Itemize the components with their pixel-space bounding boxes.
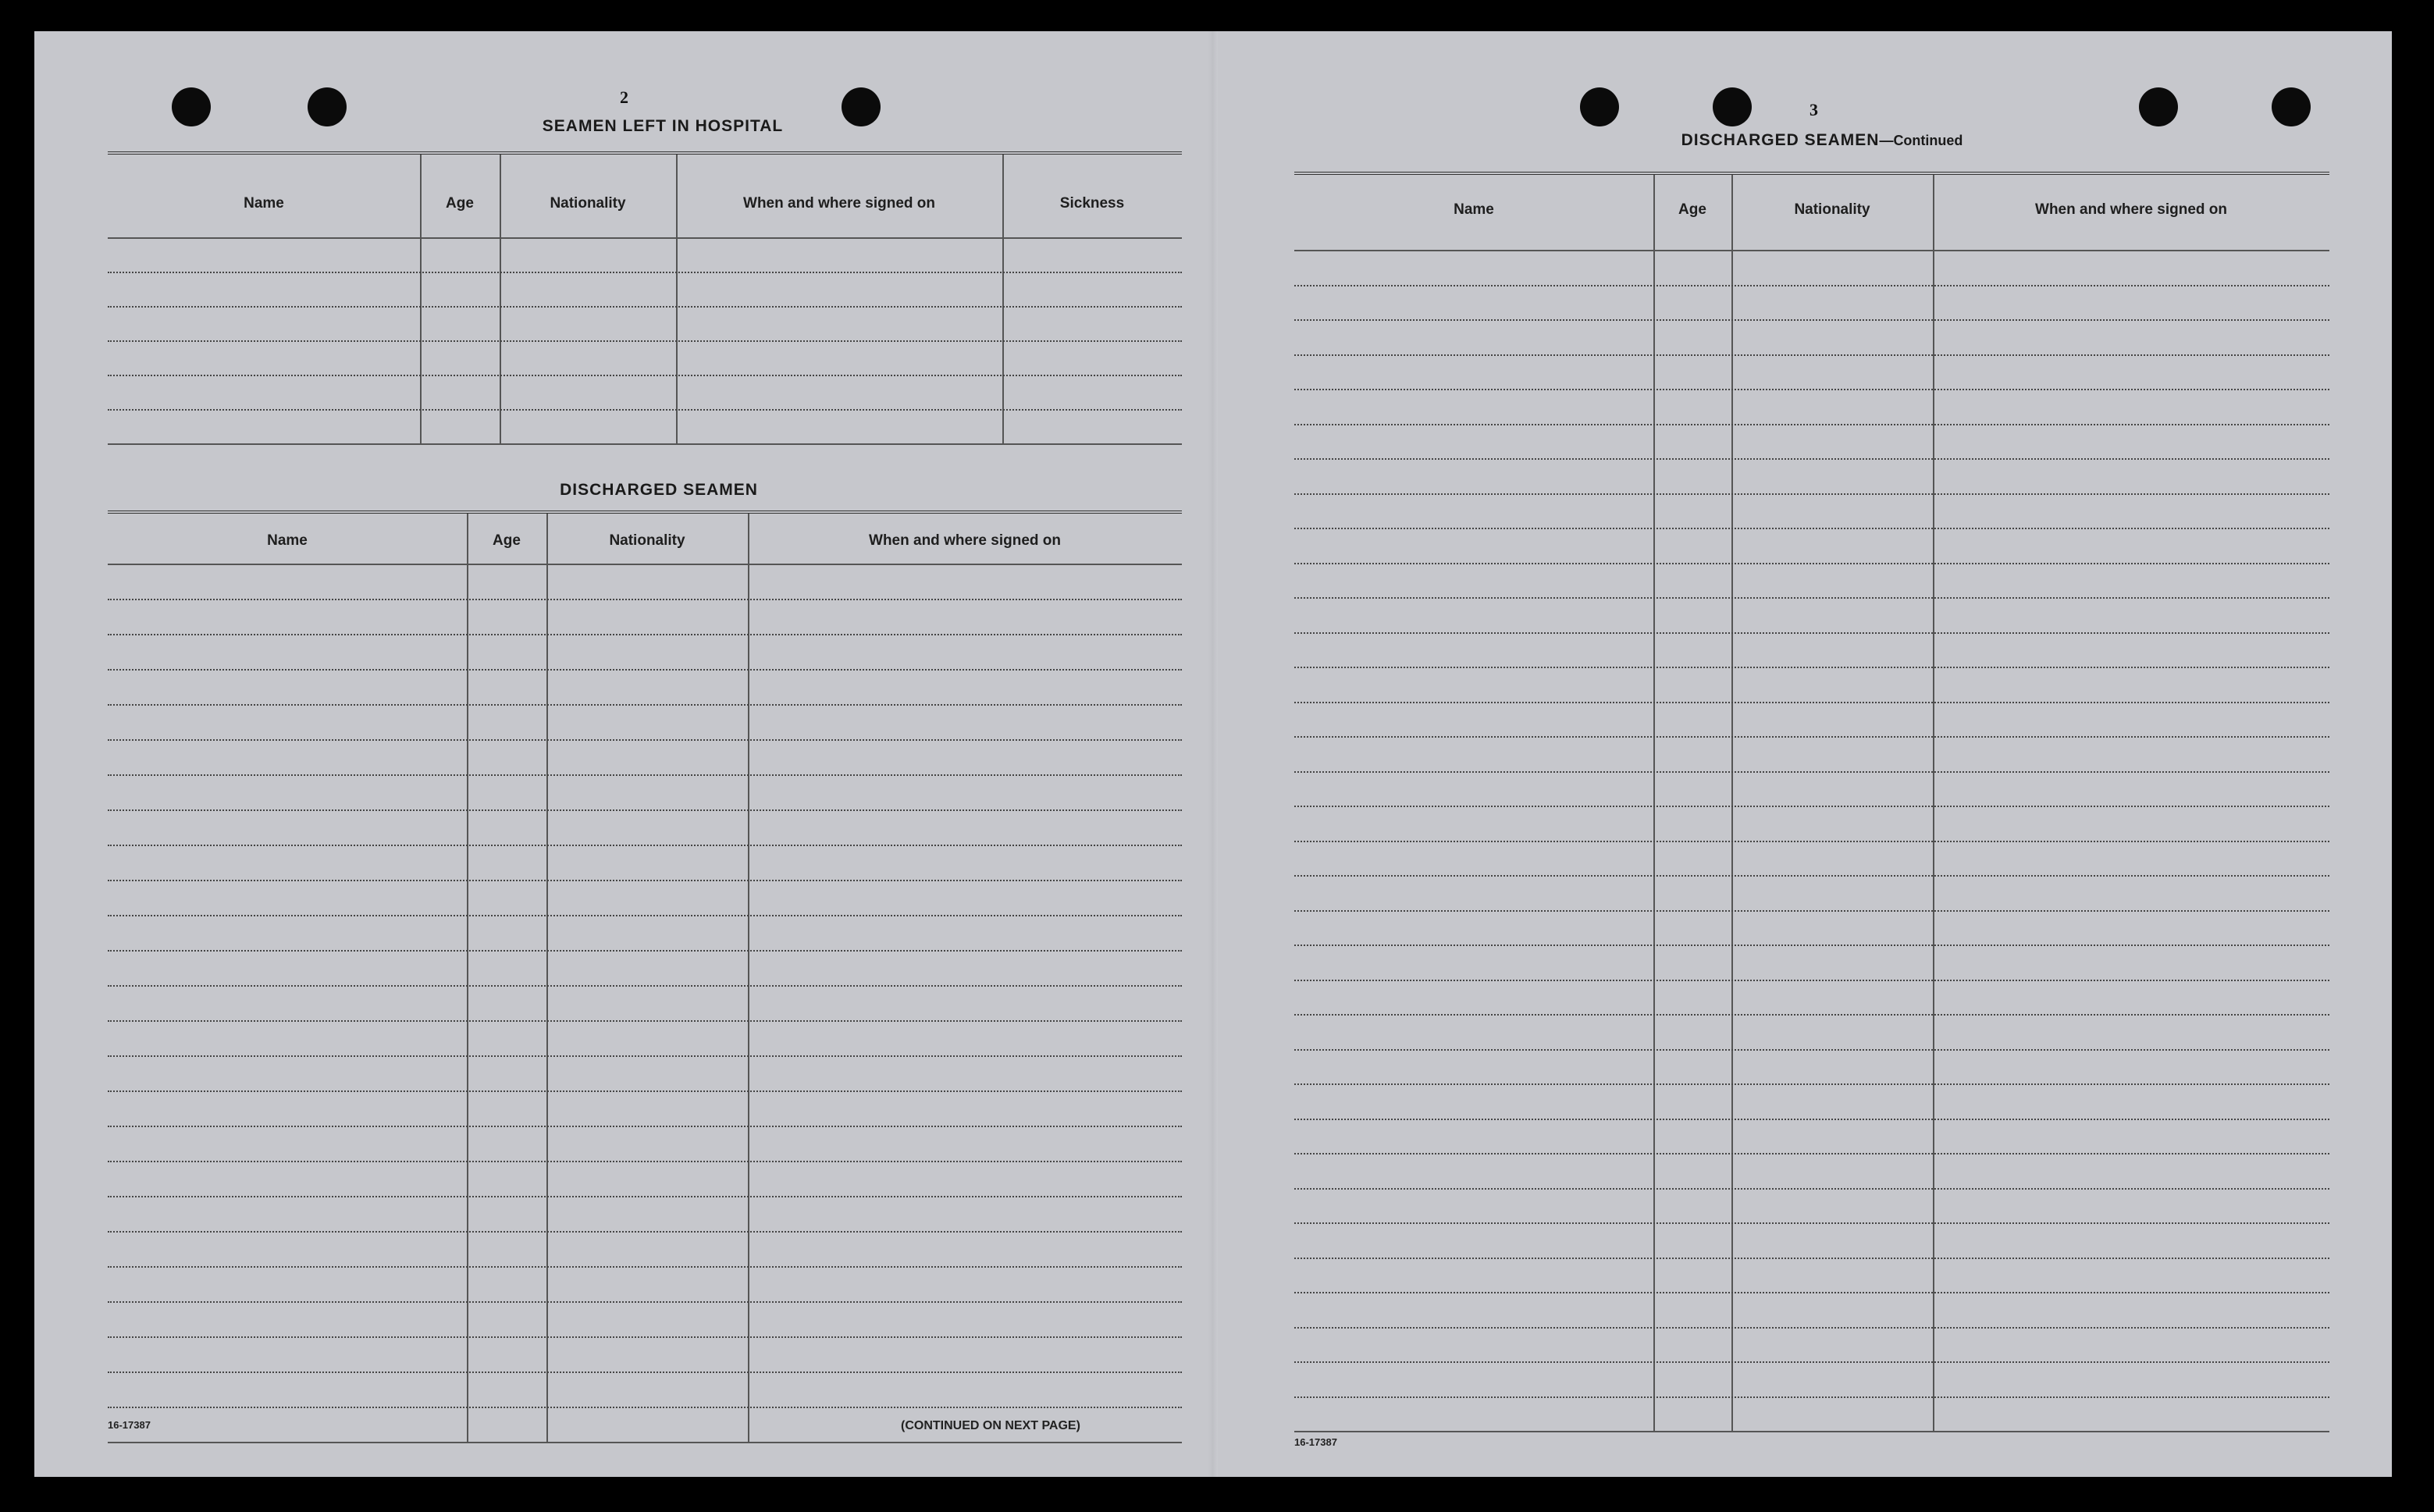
blank-row-line xyxy=(1294,493,2329,495)
blank-row-line xyxy=(108,739,1182,741)
blank-row-line xyxy=(108,1336,1182,1338)
column-header-age: Age xyxy=(493,532,521,549)
blank-row-line xyxy=(1294,1119,2329,1120)
blank-row-line xyxy=(108,985,1182,987)
blank-row-line xyxy=(1294,1014,2329,1016)
blank-row-line xyxy=(1294,597,2329,599)
column-divider xyxy=(1002,155,1004,443)
column-header-nationality: Nationality xyxy=(550,195,626,212)
blank-row-line xyxy=(1294,632,2329,634)
column-header-sickness: Sickness xyxy=(1059,195,1125,212)
blank-row-line xyxy=(1294,354,2329,356)
punch-hole xyxy=(1713,87,1752,126)
punch-hole xyxy=(308,87,347,126)
blank-row-line xyxy=(108,845,1182,846)
column-header-name: Name xyxy=(267,532,308,549)
blank-row-line xyxy=(108,1161,1182,1162)
column-divider xyxy=(1653,175,1655,1431)
header-rule xyxy=(108,237,1182,239)
blank-row-line xyxy=(108,1407,1182,1408)
blank-row-line xyxy=(108,1055,1182,1057)
blank-row-line xyxy=(108,340,1182,342)
blank-row-line xyxy=(108,1020,1182,1022)
blank-row-line xyxy=(108,409,1182,411)
header-rule xyxy=(108,564,1182,565)
blank-row-line xyxy=(1294,945,2329,946)
hospital-section-title: SEAMEN LEFT IN HOSPITAL xyxy=(542,117,784,135)
blank-row-line xyxy=(1294,806,2329,807)
left-page xyxy=(34,31,1213,1477)
blank-row-line xyxy=(108,1266,1182,1268)
blank-row-line xyxy=(1294,1222,2329,1224)
blank-row-line xyxy=(1294,1049,2329,1051)
blank-row-line xyxy=(1294,875,2329,877)
blank-row-line xyxy=(1294,1188,2329,1190)
blank-row-line xyxy=(108,599,1182,600)
document-sheet xyxy=(34,31,2392,1477)
blank-row-line xyxy=(1294,1327,2329,1329)
blank-row-line xyxy=(1294,1258,2329,1259)
continued-note: (CONTINUED ON NEXT PAGE) xyxy=(901,1419,1080,1432)
right-page xyxy=(1213,31,2392,1477)
blank-row-line xyxy=(108,880,1182,881)
column-header-nationality: Nationality xyxy=(1794,201,1870,218)
blank-row-line xyxy=(1294,424,2329,425)
page-number: 2 xyxy=(620,87,628,107)
blank-row-line xyxy=(1294,841,2329,842)
blank-row-line xyxy=(1294,1083,2329,1085)
discharged-continued-title xyxy=(1603,131,2041,150)
blank-row-line xyxy=(108,1442,1182,1443)
blank-row-line xyxy=(108,634,1182,635)
blank-row-line xyxy=(1294,1396,2329,1398)
blank-row-line xyxy=(108,704,1182,706)
blank-row-line xyxy=(108,809,1182,811)
punch-hole xyxy=(172,87,211,126)
blank-row-line xyxy=(1294,980,2329,981)
column-divider xyxy=(500,155,501,443)
column-divider xyxy=(676,155,678,443)
discharged-table xyxy=(108,514,1182,1444)
page-number: 3 xyxy=(1809,100,1818,119)
blank-row-line xyxy=(108,1231,1182,1233)
column-header-name: Name xyxy=(244,195,284,212)
column-header-name: Name xyxy=(1454,201,1494,218)
discharged-continued-table xyxy=(1294,175,2329,1455)
blank-row-line xyxy=(108,306,1182,308)
blank-row-line xyxy=(108,1301,1182,1303)
column-header-age: Age xyxy=(446,195,474,212)
column-divider xyxy=(420,155,422,443)
continued-suffix: —Continued xyxy=(1879,133,1963,148)
discharged-continued-title-main: DISCHARGED SEAMEN xyxy=(1681,131,1880,149)
blank-row-line xyxy=(1294,910,2329,912)
blank-row-line xyxy=(1294,389,2329,390)
blank-row-line xyxy=(108,1371,1182,1373)
blank-row-line xyxy=(108,375,1182,376)
blank-row-line xyxy=(108,443,1182,445)
blank-row-line xyxy=(108,272,1182,273)
punch-hole xyxy=(2272,87,2311,126)
blank-row-line xyxy=(1294,319,2329,321)
blank-row-line xyxy=(1294,736,2329,738)
blank-row-line xyxy=(1294,528,2329,529)
form-number: 16-17387 xyxy=(1294,1436,1337,1448)
column-header-age: Age xyxy=(1678,201,1706,218)
blank-row-line xyxy=(108,1196,1182,1197)
blank-row-line xyxy=(1294,1153,2329,1154)
column-divider xyxy=(1933,175,1934,1431)
blank-row-line xyxy=(108,774,1182,776)
blank-row-line xyxy=(1294,1292,2329,1293)
blank-row-line xyxy=(1294,702,2329,703)
blank-row-line xyxy=(1294,771,2329,773)
blank-row-line xyxy=(1294,1361,2329,1363)
column-divider xyxy=(1731,175,1733,1431)
blank-row-line xyxy=(108,669,1182,671)
blank-row-line xyxy=(108,950,1182,952)
punch-hole xyxy=(1580,87,1619,126)
header-rule xyxy=(1294,250,2329,251)
form-number: 16-17387 xyxy=(108,1419,151,1431)
blank-row-line xyxy=(108,915,1182,916)
discharged-section-title: DISCHARGED SEAMEN xyxy=(560,481,758,499)
column-header-when-where: When and where signed on xyxy=(743,195,935,212)
column-header-nationality: Nationality xyxy=(609,532,685,549)
blank-row-line xyxy=(1294,667,2329,668)
blank-row-line xyxy=(108,1090,1182,1092)
blank-row-line xyxy=(108,1126,1182,1127)
blank-row-line xyxy=(1294,458,2329,460)
column-header-when-where: When and where signed on xyxy=(2035,201,2227,218)
blank-row-line xyxy=(1294,285,2329,286)
blank-row-line xyxy=(1294,563,2329,564)
blank-row-line xyxy=(1294,1431,2329,1432)
hospital-table xyxy=(108,155,1182,453)
column-header-when-where: When and where signed on xyxy=(869,532,1061,549)
punch-hole xyxy=(2139,87,2178,126)
